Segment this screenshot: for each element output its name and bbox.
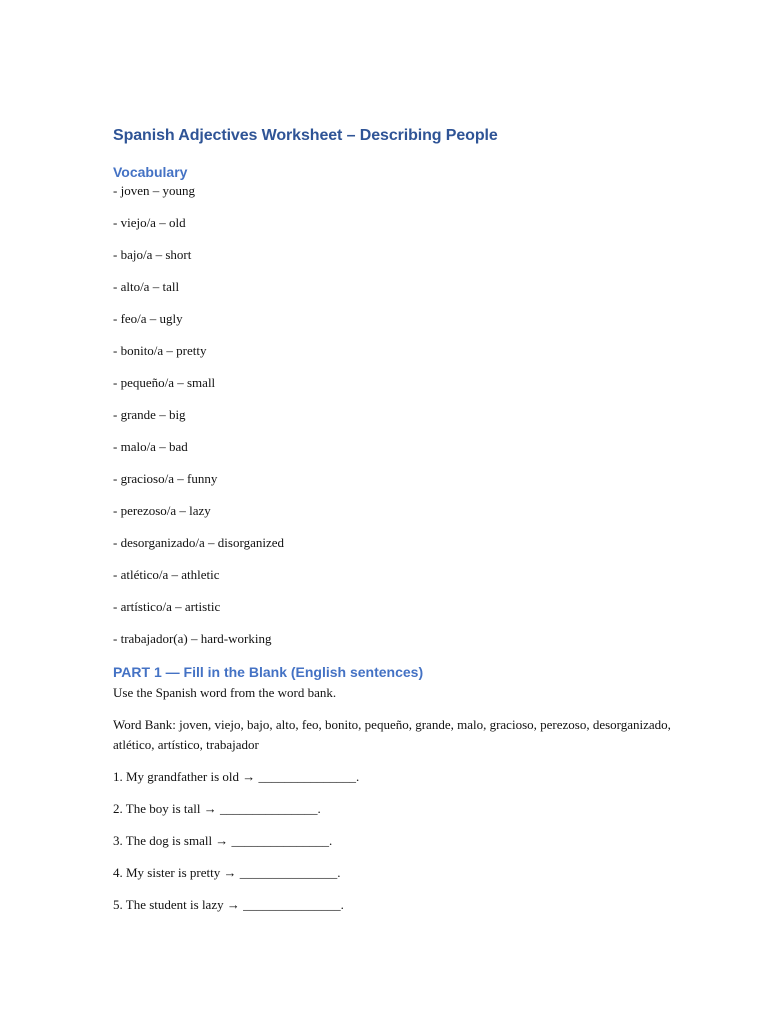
vocabulary-item: - gracioso/a – funny [113, 471, 218, 486]
vocabulary-item: - malo/a – bad [113, 439, 188, 454]
worksheet-page [113, 124, 673, 927]
question-item: 5. The student is lazy → _______________. [113, 897, 344, 912]
vocabulary-item: - perezoso/a – lazy [113, 503, 211, 518]
vocabulary-item: - grande – big [113, 407, 186, 422]
worksheet-title: Spanish Adjectives Worksheet – Describing People [113, 127, 498, 144]
question-item: 3. The dog is small → _______________. [113, 833, 333, 848]
vocabulary-item: - bonito/a – pretty [113, 343, 207, 358]
question-item: 1. My grandfather is old → _______________. [113, 769, 360, 784]
vocabulary-item: - feo/a – ugly [113, 311, 183, 326]
question-item: 4. My sister is pretty → _______________. [113, 865, 341, 880]
vocabulary-item: - desorganizado/a – disorganized [113, 535, 284, 550]
vocabulary-item: - bajo/a – short [113, 247, 192, 262]
vocabulary-list [113, 181, 673, 649]
vocabulary-item: - pequeño/a – small [113, 375, 216, 390]
question-list [113, 767, 673, 915]
vocabulary-item: - trabajador(a) – hard-working [113, 631, 272, 646]
question-item: 2. The boy is tall → _______________. [113, 801, 321, 816]
vocabulary-item: - atlético/a – athletic [113, 567, 220, 582]
vocabulary-item: - viejo/a – old [113, 215, 186, 230]
vocabulary-item: - artístico/a – artistic [113, 599, 221, 614]
part1-instruction: Use the Spanish word from the word bank. [113, 685, 337, 700]
word-bank: Word Bank: joven, viejo, bajo, alto, feo, bonito, pequeño, grande, malo, gracioso, perezoso, desorganizado, atlético, artístico, trabajador [113, 717, 671, 752]
vocabulary-item: - joven – young [113, 183, 195, 198]
vocabulary-heading: Vocabulary [113, 164, 188, 180]
part1-heading: PART 1 — Fill in the Blank (English sentences) [113, 664, 424, 680]
vocabulary-item: - alto/a – tall [113, 279, 180, 294]
